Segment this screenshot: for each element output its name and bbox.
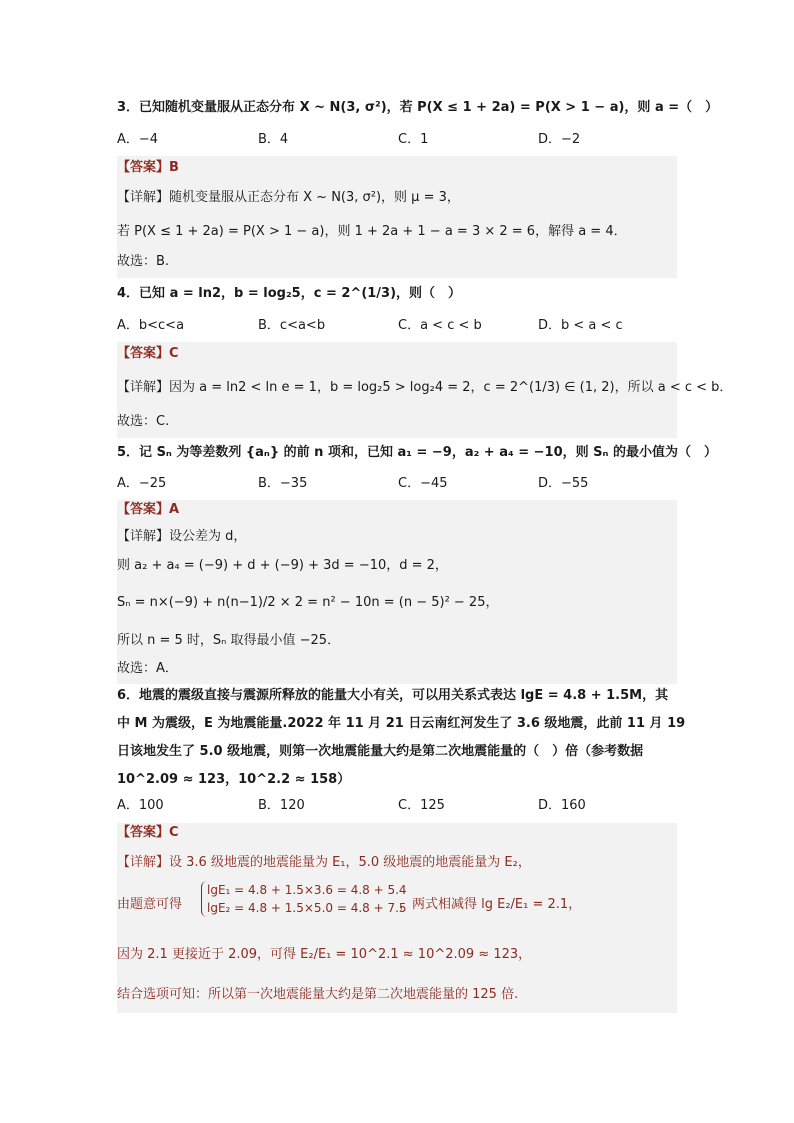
q4-detail-line: 【详解】因为 a = ln2 < ln e = 1，b = log₂5 > log₂4 = 2，c = 2^(1/3) ∈ (1, 2)，所以 a < c < b．: [117, 380, 733, 395]
q5-answer-block: [117, 500, 677, 684]
q6-detail-line: 由题意可得: [117, 897, 183, 912]
q5-option-d: D．−55: [538, 476, 589, 491]
q4-option-d: D．b < a < c: [538, 318, 623, 333]
q6-option-c: C．125: [398, 798, 445, 813]
q3-option-d: D．−2: [538, 132, 581, 147]
q4-answer: 【答案】C: [117, 346, 179, 361]
q4-option-a: A．b<c<a: [117, 318, 185, 333]
q6-stem-line: 10^2.09 ≈ 123，10^2.2 ≈ 158）: [117, 772, 351, 787]
q3-option-b: B．4: [258, 132, 289, 147]
q6-stem-line: 6．地震的震级直接与震源所释放的能量大小有关，可以用关系式表达 lgE = 4.8 + 1.5M，其: [117, 688, 669, 703]
q3-detail-line: 故选：B.: [117, 254, 170, 269]
q5-detail-line: 【详解】设公差为 d，: [117, 529, 247, 544]
q5-option-a: A．−25: [117, 476, 167, 491]
q4-option-c: C．a < c < b: [398, 318, 482, 333]
q6-equation-system: [201, 881, 407, 917]
q5-answer: 【答案】A: [117, 502, 180, 517]
q4-detail-line: 故选：C.: [117, 414, 170, 429]
q6-option-d: D．160: [538, 798, 586, 813]
q6-equation: lgE₂ = 4.8 + 1.5×5.0 = 4.8 + 7.5: [207, 901, 407, 915]
q3-option-c: C．1: [398, 132, 429, 147]
q6-equation: lgE₁ = 4.8 + 1.5×3.6 = 4.8 + 5.4: [207, 883, 407, 897]
q5-stem: 5．记 Sₙ 为等差数列 {aₙ} 的前 n 项和，已知 a₁ = −9，a₂ + a₄ = −10，则 Sₙ 的最小值为（ ）: [117, 445, 717, 460]
q3-answer-block: [117, 156, 677, 278]
q3-detail-line: 若 P(X ≤ 1 + 2a) = P(X > 1 − a)，则 1 + 2a + 1 − a = 3 × 2 = 6，解得 a = 4．: [117, 224, 627, 239]
q6-option-a: A．100: [117, 798, 164, 813]
q6-answer-block: [117, 823, 677, 1013]
q3-stem: 3．已知随机变量服从正态分布 X ~ N(3, σ²)，若 P(X ≤ 1 + 2a) = P(X > 1 − a)，则 a =（ ）: [117, 100, 719, 115]
q5-detail-line: Sₙ = n×(−9) + n(n−1)/2 × 2 = n² − 10n = (n − 5)² − 25，: [117, 595, 499, 610]
q6-detail-line: 因为 2.1 更接近于 2.09，可得 E₂/E₁ = 10^2.1 ≈ 10^2.09 ≈ 123，: [117, 947, 532, 962]
q3-answer: 【答案】B: [117, 160, 179, 175]
q6-stem-line: 中 M 为震级，E 为地震能量.2022 年 11 月 21 日云南红河发生了 3.6 级地震，此前 11 月 19: [117, 716, 686, 731]
q4-stem: 4．已知 a = ln2，b = log₂5，c = 2^(1/3)，则（ ）: [117, 286, 462, 301]
q6-detail-line: ，两式相减得 lg E₂/E₁ = 2.1，: [399, 897, 582, 912]
q5-detail-line: 则 a₂ + a₄ = (−9) + d + (−9) + 3d = −10，d = 2，: [117, 558, 448, 573]
q5-detail-line: 所以 n = 5 时，Sₙ 取得最小值 −25．: [117, 633, 341, 648]
q6-stem-line: 日该地发生了 5.0 级地震，则第一次地震能量大约是第二次地震能量的（ ）倍（参考数据: [117, 744, 644, 759]
q5-detail-line: 故选：A．: [117, 661, 178, 676]
q6-detail-line: 【详解】设 3.6 级地震的地震能量为 E₁，5.0 级地震的地震能量为 E₂，: [117, 855, 531, 870]
q4-option-b: B．c<a<b: [258, 318, 326, 333]
q6-answer: 【答案】C: [117, 825, 179, 840]
q3-option-a: A．−4: [117, 132, 159, 147]
q5-option-c: C．−45: [398, 476, 448, 491]
q5-option-b: B．−35: [258, 476, 308, 491]
q3-detail-line: 【详解】随机变量服从正态分布 X ~ N(3, σ²)，则 μ = 3，: [117, 190, 460, 205]
q6-option-b: B．120: [258, 798, 305, 813]
q4-answer-block: [117, 342, 733, 438]
q6-conclusion: 结合选项可知：所以第一次地震能量大约是第二次地震能量的 125 倍.: [117, 987, 519, 1002]
